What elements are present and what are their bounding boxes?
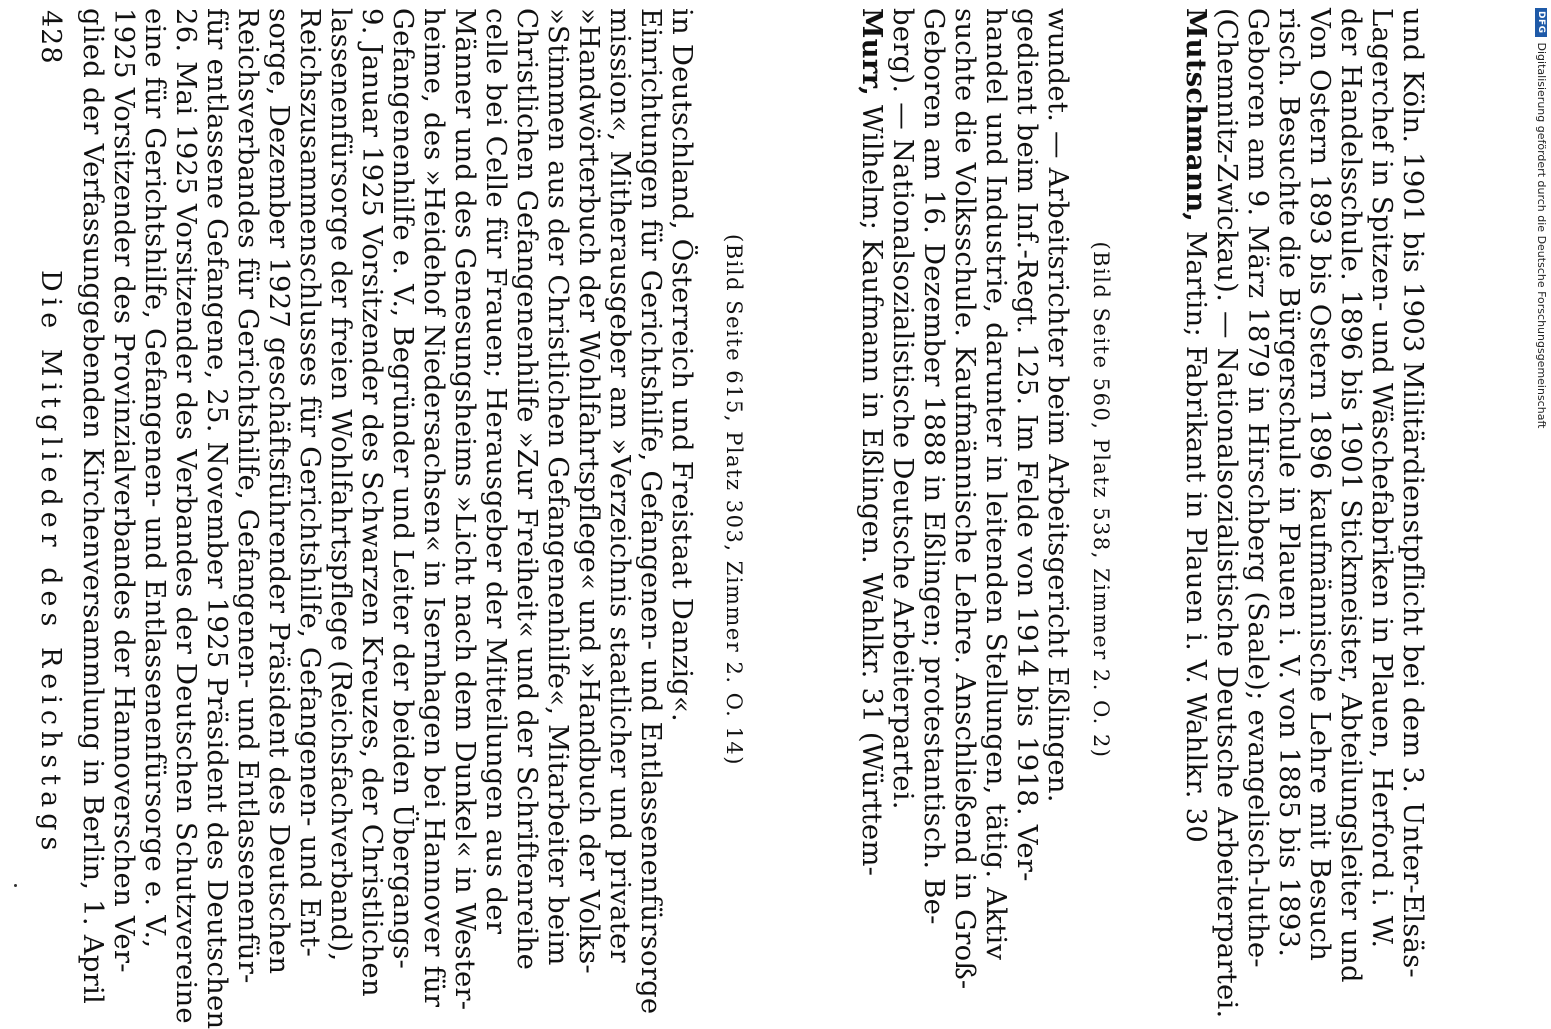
text-line: Reichsverbandes für Gerichtshilfe, Gefangenen- und Entlassenenfür- xyxy=(232,8,264,984)
text-line: und Köln. 1901 bis 1903 Militärdienstpflicht bei dem 3. Unter-Elsäs- xyxy=(1397,8,1429,978)
text-line: »Stimmen aus der Christlichen Gefangenenhilfe«, Mitarbeiter beim xyxy=(542,8,574,966)
text-line: eine für Gerichtshilfe, Gefangenen- und Entlassenenfürsorge e. V., xyxy=(139,8,171,949)
text-line: 26. Mai 1925 Vorsitzender des Verbandes der Deutschen Schutzvereine xyxy=(170,8,202,1024)
scan-speck xyxy=(14,884,17,887)
member-name: Murr, xyxy=(856,8,888,96)
text-line: sorge, Dezember 1927 geschäftsführender Präsident des Deutschen xyxy=(263,8,295,975)
text-line: Wilhelm; Kaufmann in Eßlingen. Wahlkr. 31 (Württem- xyxy=(856,96,888,877)
text-line: berg). — Nationalsozialistische Deutsche Arbeiterpartei. xyxy=(887,8,919,810)
photo-caption: (Bild Seite 560, Platz 538, Zimmer 2. O. 2) xyxy=(1089,241,1113,759)
text-line: Von Ostern 1893 bis Ostern 1896 kaufmännische Lehre mit Besuch xyxy=(1304,8,1336,961)
text-line: Geboren am 9. März 1879 in Hirschberg (Saale); evangelisch-luthe- xyxy=(1242,8,1274,968)
text-line: risch. Besuchte die Bürgerschule in Plauen i. V. von 1885 bis 1893. xyxy=(1273,8,1305,958)
text-line: gedient beim Inf.-Regt. 125. Im Felde von 1914 bis 1918. Ver- xyxy=(1011,8,1043,882)
text-line: »Handwörterbuch der Wohlfahrtspflege« und »Handbuch der Volks- xyxy=(573,8,605,974)
text-line: handel und Industrie, darunter in leitenden Stellungen, tätig. Aktiv xyxy=(980,8,1012,961)
text-line: glied der Verfassunggebenden Kirchenversammlung in Berlin, 1. April xyxy=(77,8,109,1004)
rotated-page xyxy=(11,0,1511,1029)
text-line: mission«, Mitherausgeber am »Verzeichnis staatlicher und privater xyxy=(604,8,636,963)
text-line: in Deutschland, Österreich und Freistaat Danzig«. xyxy=(666,8,698,722)
text-line: Einrichtungen für Gerichtshilfe, Gefangenen- und Entlassenenfürsorge xyxy=(635,8,667,1015)
text-line: Reichszusammenschlusses für Gerichtshilfe, Gefangenen- und Ent- xyxy=(294,8,326,958)
text-line: Geboren am 16. Dezember 1888 in Eßlingen; protestantisch. Be- xyxy=(918,8,950,925)
entry-heading-line xyxy=(1180,8,1211,998)
text-line: suchte die Volksschule. Kaufmännische Lehre. Anschließend in Groß- xyxy=(949,8,981,990)
digitization-note: Digitalisierung gefördert durch die Deutsche Forschungsgemeinschaft xyxy=(1535,42,1548,429)
dfg-logo: DFG xyxy=(1536,8,1548,37)
member-name: Mutschmann, xyxy=(1180,8,1212,223)
text-line: heime, des »Heidehof Niedersachsen« in Isernhagen bei Hannover für xyxy=(418,8,450,1008)
page-number: 428 xyxy=(35,10,66,65)
entry-heading-line xyxy=(856,8,887,998)
text-line: celle bei Celle für Frauen; Herausgeber der Mitteilungen aus der xyxy=(480,8,512,935)
text-line: Lagerchef in Spitzen- und Wäschefabriken in Plauen, Herford i. W. xyxy=(1366,8,1398,949)
running-title: Die Mitglieder des Reichstags xyxy=(35,270,66,857)
text-line: Gefangenenhilfe e. V., Begründer und Leiter der beiden Übergangs- xyxy=(387,8,419,970)
text-line: lassenenfürsorge der freien Wohlfahrtspflege (Reichsfachverband), xyxy=(325,8,357,962)
text-line: (Chemnitz-Zwickau). — Nationalsozialistische Deutsche Arbeiterpartei. xyxy=(1211,8,1243,1019)
digitization-footer-rotated xyxy=(1535,8,1548,428)
photo-caption: (Bild Seite 615, Platz 303, Zimmer 2. O. 14) xyxy=(722,234,746,766)
text-line: 1925 Vorsitzender des Provinzialverbandes der Hannoverschen Ver- xyxy=(108,8,140,973)
text-line: Männer und des Genesungsheims »Licht nach dem Dunkel« in Wester- xyxy=(449,8,481,1011)
text-line: wundet. — Arbeitsrichter beim Arbeitsgericht Eßlingen. xyxy=(1042,8,1074,803)
text-line: Martin; Fabrikant in Plauen i. V. Wahlkr. 30 xyxy=(1180,222,1212,844)
digitization-footer xyxy=(1528,0,1548,1000)
text-line: 9. Januar 1925 Vorsitzender des Schwarzen Kreuzes, der Christlichen xyxy=(356,8,388,997)
text-line: der Handelsschule. 1896 bis 1901 Stickmeister, Abteilungsleiter und xyxy=(1335,8,1367,983)
text-line: Christlichen Gefangenenhilfe »Zur Freiheit« und der Schriftenreihe xyxy=(511,8,543,971)
running-head xyxy=(22,10,66,990)
text-line: für entlassene Gefangene, 25. November 1925 Präsident des Deutschen xyxy=(201,8,233,1029)
